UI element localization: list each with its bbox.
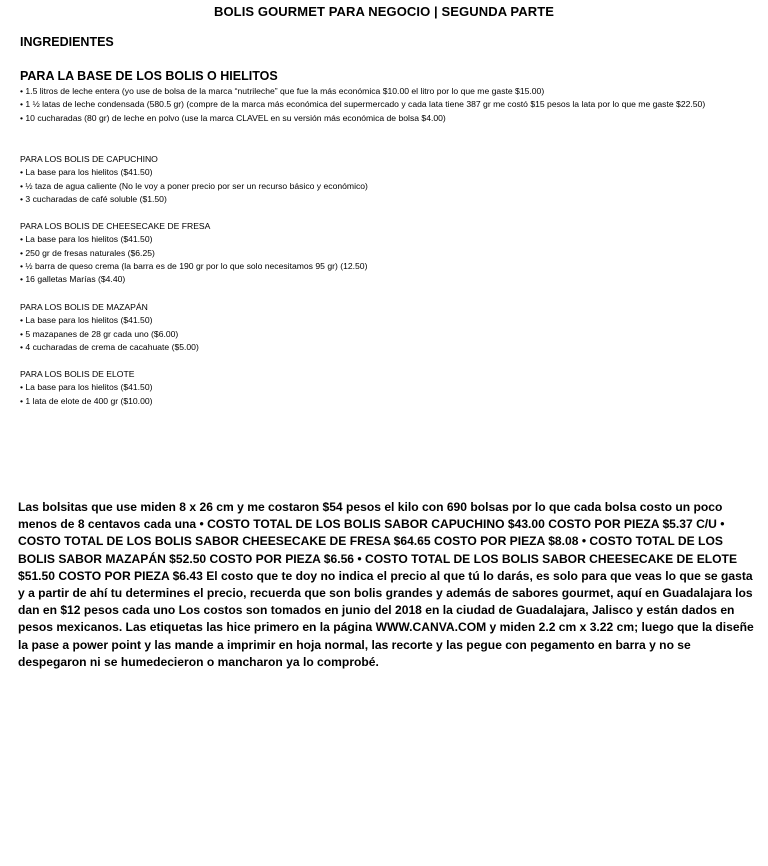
list-item: • La base para los hielitos ($41.50) (20, 166, 755, 179)
cheesecake-section (20, 220, 755, 286)
list-item: • La base para los hielitos ($41.50) (20, 314, 755, 327)
ingredientes-heading: INGREDIENTES (20, 35, 114, 49)
base-heading: PARA LA BASE DE LOS BOLIS O HIELITOS (20, 69, 278, 83)
base-section (20, 69, 755, 125)
capuchino-section (20, 153, 755, 206)
mazapan-heading: PARA LOS BOLIS DE MAZAPÁN (20, 302, 148, 312)
capuchino-list (20, 166, 755, 206)
list-item: • ½ taza de agua caliente (No le voy a poner precio por ser un recurso básico y económico) (20, 180, 755, 193)
cost-summary-paragraph: Las bolsitas que use miden 8 x 26 cm y me costaron $54 pesos el kilo con 690 bolsas por lo que cada bolsa costo un poco menos de 8 centavos cada una • COSTO TOTAL DE LOS BOLIS SABOR CAPUCHINO $43.00 COSTO POR PIEZA $5.37 C/U • COSTO TOTAL DE LOS BOLIS SABOR CHEESECAKE DE FRESA $64.65 COSTO POR PIEZA $8.08 • COSTO TOTAL DE LOS BOLIS SABOR MAZAPÁN $52.50 COSTO POR PIEZA $6.56 • COSTO TOTAL DE LOS BOLIS SABOR CHEESECAKE DE ELOTE $51.50 COSTO POR PIEZA $6.43 El costo que te doy no indica el precio al que tú lo darás, es solo para que veas lo que se gasta y a partir de ahí tu determines el precio, recuerda que son bolis grandes y además de sabores gourmet, aquí en Guadalajara los dan en $12 pesos cada uno Los costos son tomados en junio del 2018 en la ciudad de Guadalajara, Jalisco y están dados en pesos mexicanos. Las etiquetas las hice primero en la página WWW.CANVA.COM y miden 2.2 cm x 3.22 cm; luego que la diseñe la pase a power point y las mande a imprimir en hoja normal, las recorte y las pegue con pegamento en barra y no se despegaron ni se humedecieron o mancharon ya lo comprobé. (18, 500, 754, 669)
list-item: • 5 mazapanes de 28 gr cada uno ($6.00) (20, 328, 755, 341)
list-item: • 1 lata de elote de 400 gr ($10.00) (20, 395, 755, 408)
elote-list (20, 381, 755, 408)
list-item: • 3 cucharadas de café soluble ($1.50) (20, 193, 755, 206)
list-item: • ½ barra de queso crema (la barra es de 190 gr por lo que solo necesitamos 95 gr) (12.50) (20, 260, 755, 273)
list-item: • 1 ½ latas de leche condensada (580.5 gr) (compre de la marca más económica del supermercado y cada lata tiene 387 gr me costó $15 pesos la lata por lo que me gaste $22.50) (20, 98, 755, 111)
list-item: • 4 cucharadas de crema de cacahuate ($5.00) (20, 341, 755, 354)
list-item: • 1.5 litros de leche entera (yo use de bolsa de la marca “nutrileche” que fue la más económica $10.00 el litro por lo que me gaste $15.00) (20, 85, 755, 98)
list-item: • La base para los hielitos ($41.50) (20, 381, 755, 394)
mazapan-list (20, 314, 755, 354)
capuchino-heading: PARA LOS BOLIS DE CAPUCHINO (20, 154, 158, 164)
page-title: BOLIS GOURMET PARA NEGOCIO | SEGUNDA PARTE (213, 4, 555, 19)
elote-section (20, 368, 755, 408)
base-list (20, 85, 755, 125)
cheesecake-heading: PARA LOS BOLIS DE CHEESECAKE DE FRESA (20, 221, 211, 231)
list-item: • 10 cucharadas (80 gr) de leche en polvo (use la marca CLAVEL en su versión más económica de bolsa $4.00) (20, 112, 755, 125)
list-item: • La base para los hielitos ($41.50) (20, 233, 755, 246)
mazapan-section (20, 301, 755, 354)
list-item: • 250 gr de fresas naturales ($6.25) (20, 247, 755, 260)
list-item: • 16 galletas Marías ($4.40) (20, 273, 755, 286)
cheesecake-list (20, 233, 755, 286)
elote-heading: PARA LOS BOLIS DE ELOTE (20, 369, 135, 379)
